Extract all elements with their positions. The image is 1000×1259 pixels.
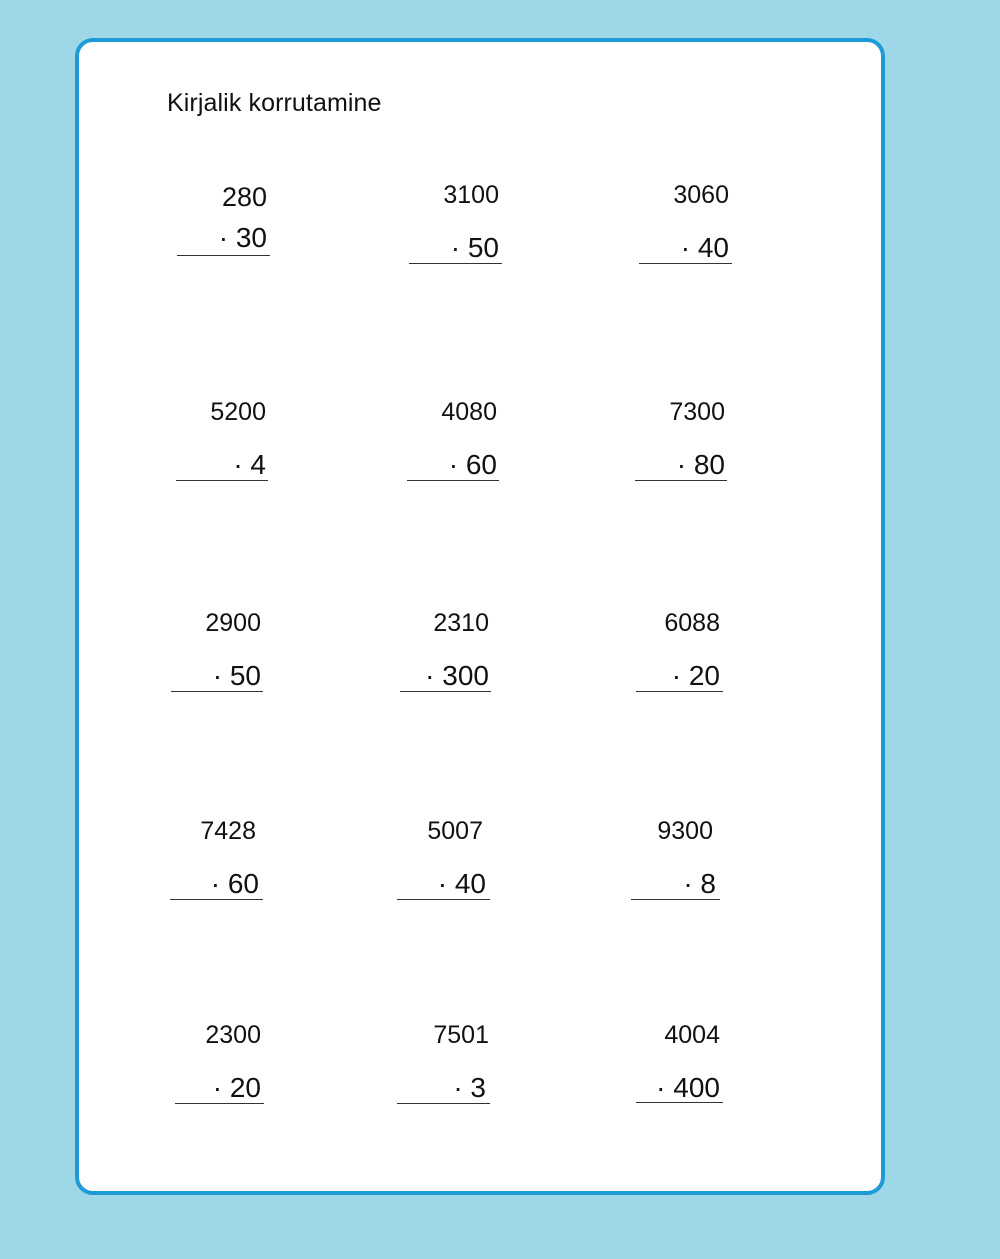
multiplier: · 80 [676,449,725,480]
multiplier: · 60 [210,868,259,899]
answer-line [636,691,723,692]
multiplier: · 8 [683,868,716,899]
multiplier: · 50 [212,660,261,691]
problem-1 [167,180,267,260]
multiplicand: 3100 [443,181,499,209]
multiplicand: 7300 [669,398,725,426]
multiplier: · 400 [656,1072,720,1103]
answer-line [636,1102,723,1103]
answer-line [409,263,502,264]
multiplier: · 30 [218,222,267,253]
problem-2 [399,180,499,270]
problem-15 [620,1020,720,1110]
answer-line [639,263,732,264]
multiplier: · 300 [425,660,489,691]
problem-7 [161,607,261,697]
answer-line [400,691,491,692]
answer-line [176,480,268,481]
problem-5 [397,397,497,487]
problem-4 [166,397,266,487]
multiplier: · 40 [437,868,486,899]
problem-9 [620,607,720,697]
multiplier: · 4 [233,449,266,480]
answer-line [397,899,490,900]
multiplier: · 3 [453,1072,486,1103]
multiplicand: 6088 [664,609,720,637]
problem-12 [616,816,716,906]
problem-6 [625,397,725,487]
multiplicand: 4080 [441,398,497,426]
multiplier: · 50 [450,232,499,263]
worksheet-title: Kirjalik korrutamine [167,89,382,117]
multiplicand: 7501 [433,1021,489,1049]
multiplier: · 20 [671,660,720,691]
answer-line [171,691,263,692]
multiplicand: 5007 [427,817,483,845]
multiplicand: 7428 [200,817,256,845]
multiplicand: 5200 [210,398,266,426]
answer-line [407,480,499,481]
multiplier: · 20 [212,1072,261,1103]
answer-line [170,899,263,900]
problem-8 [389,607,489,697]
answer-line [631,899,720,900]
multiplicand: 280 [221,182,267,212]
answer-line [175,1103,264,1104]
problem-13 [161,1020,261,1110]
multiplicand: 4004 [664,1021,720,1049]
answer-line [177,255,270,256]
multiplier: · 40 [680,232,729,263]
problem-11 [386,816,486,906]
multiplicand: 2900 [205,609,261,637]
multiplicand: 2310 [433,609,489,637]
worksheet-card [75,38,885,1195]
answer-line [635,480,727,481]
problem-14 [386,1020,489,1110]
problem-3 [629,180,729,270]
multiplicand: 3060 [673,181,729,209]
answer-line [397,1103,490,1104]
multiplicand: 2300 [205,1021,261,1049]
multiplier: · 60 [448,449,497,480]
problem-10 [159,816,259,906]
multiplicand: 9300 [657,817,713,845]
